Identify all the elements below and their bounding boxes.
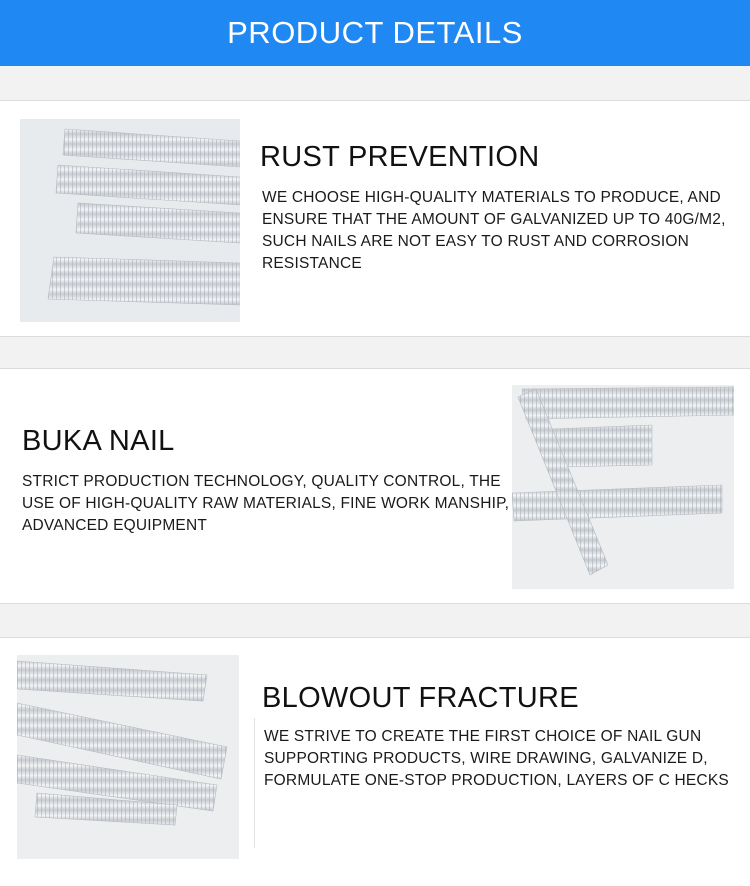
staples-photo (20, 119, 240, 322)
section-text: STRICT PRODUCTION TECHNOLOGY, QUALITY CONTROL, THE USE OF HIGH-QUALITY RAW MATERIALS, FINE WORK MANSHIP, ADVANCED EQUIPMENT (22, 473, 510, 534)
section-text: WE CHOOSE HIGH-QUALITY MATERIALS TO PRODUCE, AND ENSURE THAT THE AMOUNT OF GALVANIZED UP TO 40G/M2, SUCH NAILS ARE NOT EASY TO RUST AND CORROSION RESISTANCE (262, 189, 726, 272)
section-rust-prevention (0, 100, 750, 337)
page-header (0, 0, 750, 66)
section-heading: BLOWOUT FRACTURE (262, 682, 579, 714)
staples-photo (17, 655, 239, 859)
staples-photo (512, 385, 734, 589)
vertical-divider (254, 718, 255, 848)
section-text: WE STRIVE TO CREATE THE FIRST CHOICE OF NAIL GUN SUPPORTING PRODUCTS, WIRE DRAWING, GALVANIZE D, FORMULATE ONE-STOP PRODUCTION, LAYERS OF C HECKS (264, 728, 729, 789)
section-heading: BUKA NAIL (22, 425, 175, 457)
section-blowout-fracture (0, 637, 750, 886)
section-buka-nail (0, 368, 750, 604)
section-heading: RUST PREVENTION (260, 141, 540, 173)
header-title: PRODUCT DETAILS (227, 15, 523, 50)
